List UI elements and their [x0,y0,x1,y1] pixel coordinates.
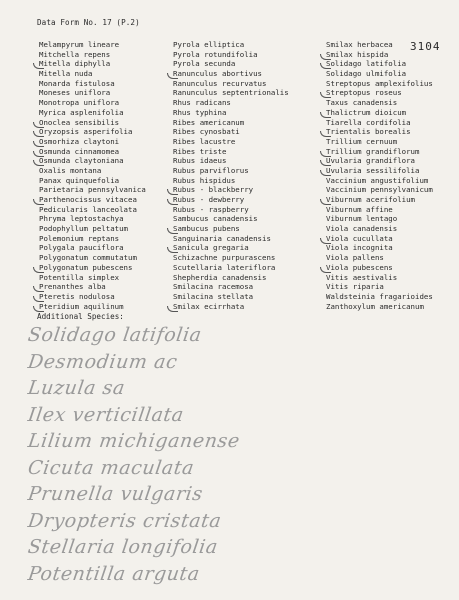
species-list-item: Monotropa uniflora [39,98,120,108]
species-list-item: Zanthoxylum americanum [326,301,424,311]
species-list-item: Thalictrum dioicum [326,108,433,118]
species-column-1 [39,40,146,311]
additional-species-heading: Additional Species: [37,312,124,321]
species-list-item: Mitchella repens [39,49,111,59]
species-list-item: Panax quinquefolia [39,175,120,185]
species-list-item: Rubus hispidus [173,175,236,185]
species-list-item: Sambucus pubens [173,224,289,234]
species-list-item: Pyrola secunda [173,59,236,69]
species-list-item: Smilax hispida [326,50,433,60]
handwritten-species-entry: Desmodium ac [26,350,179,373]
species-list-item: Osmunda claytoniana [39,156,146,166]
form-title: Data Form No. 17 (P.2) [37,18,140,27]
species-list-item: Potentilla simplex [39,272,120,282]
species-list-item: Polemonium reptans [39,233,120,243]
species-list-item: Rubus - blackberry [173,185,289,195]
species-list-item: Polygonatum commutatum [39,253,137,263]
handwritten-species-entry: Prunella vulgaris [26,483,205,505]
species-list-item: Parthenocissus vitacea [39,195,146,205]
handwritten-species-entry: Luzula sa [26,377,127,399]
species-list-item: Ribes triste [173,146,227,156]
species-list-item: Uvularia sessilifolia [326,166,433,176]
handwritten-species-entry: Solidago latifolia [26,324,204,346]
species-list-item: Pyrola elliptica [173,40,245,49]
species-list-item: Trillium grandiflorum [326,147,433,157]
species-list-item: Osmorhiza claytoni [39,137,146,147]
species-list-item: Sanicula gregaria [173,243,289,253]
species-list-item: Vaccinium pennsylvanicum [326,185,433,195]
species-list-item: Viola pallens [326,253,384,263]
species-list-item: Melampyrum lineare [39,40,120,49]
handwritten-species-entry: Dryopteris cristata [26,509,223,532]
additional-species-list [28,322,240,587]
species-list-item: Smilax ecirrhata [173,302,289,312]
species-list-item: Ribes cynosbati [173,127,240,137]
species-list-item: Ranunculus abortivus [173,69,289,79]
species-list-item: Streptopus roseus [326,88,433,98]
species-list-item: Mitella nuda [39,69,93,79]
species-list-item: Smilax herbacea [326,40,393,49]
species-list-item: Sanguinaria canadensis [173,233,271,243]
species-list-item: Monarda fistulosa [39,78,115,88]
species-list-item: Smilacina racemosa [173,282,254,292]
species-list-item: Waldsteinia fragarioides [326,291,433,301]
species-list-item: Schizachne purpurascens [173,253,276,263]
species-list-item: Viburnum lentago [326,214,398,224]
species-list-item: Rubus - dewberry [173,195,289,205]
species-list-item: Phryma leptostachya [39,214,124,224]
species-list-item: Osmunda cinnamomea [39,147,146,157]
species-list-item: Moneses uniflora [39,88,111,98]
species-list-item: Shepherdia canadensis [173,272,267,282]
species-list-item: Oryzopsis asperifolia [39,127,146,137]
species-list-item: Rhus typhina [173,107,227,117]
species-column-3 [326,40,433,311]
species-list-item: Polygonatum pubescens [39,263,146,273]
species-list-item: Pteridium aquilinum [39,302,146,312]
species-list-item: Myrica asplenifolia [39,107,124,117]
species-list-item: Onoclea sensibilis [39,118,146,128]
species-list-item: Taxus canadensis [326,98,398,108]
species-list-item: Vitis aestivalis [326,272,398,282]
handwritten-species-entry: Ilex verticillata [26,403,186,426]
species-column-2 [173,40,289,311]
species-list-item: Rubus parviflorus [173,165,249,175]
species-list-item: Ribes lacustre [173,136,236,146]
species-list-item: Viola incognita [326,243,393,253]
species-list-item: Podophyllum peltatum [39,224,128,234]
species-list-item: Smilacina stellata [173,291,254,301]
species-list-item: Rubus idaeus [173,156,227,166]
species-list-item: Pteretis nodulosa [39,292,146,302]
species-list-item: Ranunculus recurvatus [173,78,267,88]
handwritten-species-entry: Stellaria longifolia [26,536,220,558]
species-list-item: Streptopus amplexifolius [326,78,433,88]
species-list-item: Vitis riparia [326,282,384,292]
species-list-item: Trientalis borealis [326,127,433,137]
handwritten-species-entry: Potentilla arguta [26,562,202,585]
species-list-item: Viola pubescens [326,263,433,273]
species-list-item: Scutellaria lateriflora [173,262,276,272]
species-list-item: Rhus radicans [173,98,231,108]
species-list-item: Viburnum affine [326,204,393,214]
species-list-item: Viola canadensis [326,224,398,234]
species-list-item: Mitella diphylla [39,59,146,69]
species-list-item: Solidago latifolia [326,59,433,69]
species-list-item: Ribes americanum [173,117,245,127]
species-list-item: Uvularia grandiflora [326,156,433,166]
species-list-item: Trillium cernuum [326,136,398,146]
species-list-item: Pedicularis lanceolata [39,204,137,214]
species-list-item: Sambucus canadensis [173,214,258,224]
species-list-item: Solidago ulmifolia [326,69,407,79]
species-list-item: Tiarella cordifolia [326,117,411,127]
species-list-item: Polygala pauciflora [39,243,124,253]
species-list-item: Parietaria pennsylvanica [39,185,146,195]
species-list-item: Ranunculus septentrionalis [173,88,289,98]
species-list-item: Vaccinium angustifolium [326,175,429,185]
handwritten-species-entry: Lilium michiganense [26,430,242,452]
page-number: 3104 [410,40,441,53]
handwritten-species-entry: Cicuta maculata [26,456,196,479]
species-list-item: Viburnum acerifolium [326,195,433,205]
species-list-item: Prenanthes alba [39,282,146,292]
species-list-item: Viola cucullata [326,234,433,244]
species-list-item: Rubus - raspberry [173,204,249,214]
species-list-item: Pyrola rotundifolia [173,49,258,59]
species-list-item: Oxalis montana [39,165,102,175]
